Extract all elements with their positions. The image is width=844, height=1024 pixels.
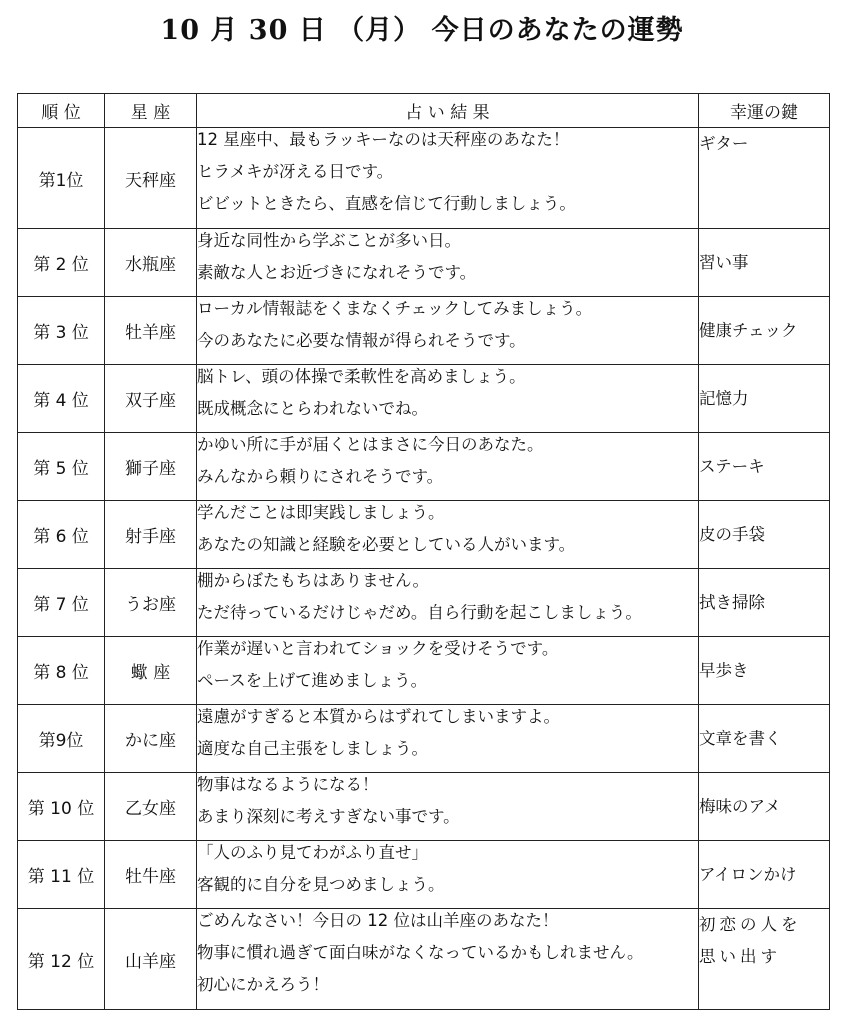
header-sign: 星 座 [105, 94, 197, 128]
fortune-line: ビビットときたら、直感を信じて行動しましょう。 [197, 194, 576, 213]
rank-cell: 第9位 [18, 705, 105, 773]
fortune-line: ヒラメキが冴える日です。 [197, 162, 394, 181]
lucky-key-cell [699, 433, 830, 501]
fortune-line: 素敵な人とお近づきになれそうです。 [197, 263, 477, 282]
lucky-key-cell [699, 773, 830, 841]
rank-cell: 第 6 位 [18, 501, 105, 569]
lucky-key-text: 早歩き [699, 660, 749, 680]
fortune-line: 「人のふり見てわがふり直せ」 [197, 843, 428, 862]
header-rank: 順 位 [18, 94, 105, 128]
fortune-result-cell [197, 773, 699, 841]
table-row [18, 501, 830, 569]
rank-cell: 第 4 位 [18, 365, 105, 433]
lucky-key-text: ギター [699, 134, 749, 153]
lucky-key-text: 初恋の人を [699, 915, 802, 934]
lucky-key-text: 皮の手袋 [699, 524, 765, 544]
lucky-key-text: 梅味のアメ [699, 796, 781, 816]
lucky-key-cell [699, 128, 830, 229]
zodiac-sign-cell: 獅子座 [105, 433, 197, 501]
table-row [18, 841, 830, 909]
rank-cell: 第 7 位 [18, 569, 105, 637]
table-row [18, 773, 830, 841]
fortune-result-cell [197, 705, 699, 773]
fortune-line: 客観的に自分を見つめましょう。 [197, 875, 445, 894]
rank-cell: 第 3 位 [18, 297, 105, 365]
fortune-line: ローカル情報誌をくまなくチェックしてみましょう。 [197, 299, 593, 318]
fortune-result-cell [197, 433, 699, 501]
fortune-table [17, 93, 830, 1010]
lucky-key-text: 記憶力 [699, 388, 749, 408]
fortune-line: 学んだことは即実践しましょう。 [197, 503, 445, 522]
table-row [18, 128, 830, 229]
rank-cell: 第 2 位 [18, 229, 105, 297]
fortune-line: 物事はなるようになる！ [197, 775, 379, 794]
fortune-line: 身近な同性から学ぶことが多い日。 [197, 231, 461, 250]
fortune-line: ごめんなさい！今日の 12 位は山羊座のあなた！ [197, 911, 559, 930]
zodiac-sign-cell: 牡羊座 [105, 297, 197, 365]
lucky-key-cell [699, 705, 830, 773]
fortune-line: 既成概念にとらわれないでね。 [197, 399, 428, 418]
rank-cell: 第 12 位 [18, 909, 105, 1010]
fortune-line: ペースを上げて進めましょう。 [197, 671, 428, 690]
lucky-key-text: 思い出す [699, 947, 781, 966]
lucky-key-cell [699, 229, 830, 297]
zodiac-sign-cell: 蠍 座 [105, 637, 197, 705]
table-row [18, 229, 830, 297]
table-row [18, 909, 830, 1010]
header-key: 幸運の鍵 [699, 94, 830, 128]
table-row [18, 433, 830, 501]
fortune-line: 物事に慣れ過ぎて面白味がなくなっているかもしれません。 [197, 943, 644, 962]
fortune-result-cell [197, 501, 699, 569]
table-row [18, 637, 830, 705]
fortune-line: あまり深刻に考えすぎない事です。 [197, 807, 460, 826]
lucky-key-cell [699, 297, 830, 365]
page-title: 10 月 30 日 （月） 今日のあなたの運勢 [160, 15, 684, 46]
fortune-line: かゆい所に手が届くとはまさに今日のあなた。 [197, 435, 544, 454]
zodiac-sign-cell: 水瓶座 [105, 229, 197, 297]
lucky-key-cell [699, 909, 830, 1010]
rank-cell: 第 8 位 [18, 637, 105, 705]
lucky-key-cell [699, 365, 830, 433]
lucky-key-cell [699, 637, 830, 705]
fortune-line: 初心にかえろう！ [197, 975, 329, 994]
fortune-result-cell [197, 637, 699, 705]
lucky-key-text: 習い事 [699, 252, 749, 272]
zodiac-sign-cell: 射手座 [105, 501, 197, 569]
lucky-key-text: ステーキ [699, 456, 765, 476]
fortune-result-cell [197, 229, 699, 297]
fortune-result-cell [197, 569, 699, 637]
zodiac-sign-cell: 乙女座 [105, 773, 197, 841]
fortune-result-cell [197, 297, 699, 365]
fortune-line: 今のあなたに必要な情報が得られそうです。 [197, 331, 526, 350]
table-row [18, 297, 830, 365]
fortune-line: みんなから頼りにされそうです。 [197, 467, 444, 486]
header-result: 占 い 結 果 [197, 94, 699, 128]
fortune-result-cell [197, 365, 699, 433]
lucky-key-text: アイロンかけ [699, 864, 797, 884]
lucky-key-cell [699, 841, 830, 909]
fortune-line: ただ待っているだけじゃだめ。自ら行動を起こしましょう。 [197, 603, 642, 622]
fortune-line: 遠慮がすぎると本質からはずれてしまいますよ。 [197, 707, 560, 726]
fortune-result-cell [197, 841, 699, 909]
zodiac-sign-cell: 山羊座 [105, 909, 197, 1010]
lucky-key-cell [699, 569, 830, 637]
fortune-line: 棚からぼたもちはありません。 [197, 571, 429, 590]
table-row [18, 705, 830, 773]
rank-cell: 第1位 [18, 128, 105, 229]
zodiac-sign-cell: 双子座 [105, 365, 197, 433]
header-row [18, 94, 830, 128]
rank-cell: 第 11 位 [18, 841, 105, 909]
rank-cell: 第 5 位 [18, 433, 105, 501]
rank-cell: 第 10 位 [18, 773, 105, 841]
zodiac-sign-cell: うお座 [105, 569, 197, 637]
fortune-line: 作業が遅いと言われてショックを受けそうです。 [197, 639, 559, 658]
table-row [18, 569, 830, 637]
fortune-line: 適度な自己主張をしましょう。 [197, 739, 428, 758]
fortune-line: 12 星座中、最もラッキーなのは天秤座のあなた！ [197, 130, 570, 149]
fortune-result-cell [197, 909, 699, 1010]
fortune-line: あなたの知識と経験を必要としている人がいます。 [197, 535, 576, 554]
fortune-result-cell [197, 128, 699, 229]
fortune-line: 脳トレ、頭の体操で柔軟性を高めましょう。 [197, 367, 526, 386]
table-row [18, 365, 830, 433]
zodiac-sign-cell: かに座 [105, 705, 197, 773]
lucky-key-text: 文章を書く [699, 728, 782, 748]
zodiac-sign-cell: 天秤座 [105, 128, 197, 229]
lucky-key-text: 拭き掃除 [699, 592, 765, 612]
zodiac-sign-cell: 牡牛座 [105, 841, 197, 909]
lucky-key-cell [699, 501, 830, 569]
lucky-key-text: 健康チェック [699, 320, 798, 340]
